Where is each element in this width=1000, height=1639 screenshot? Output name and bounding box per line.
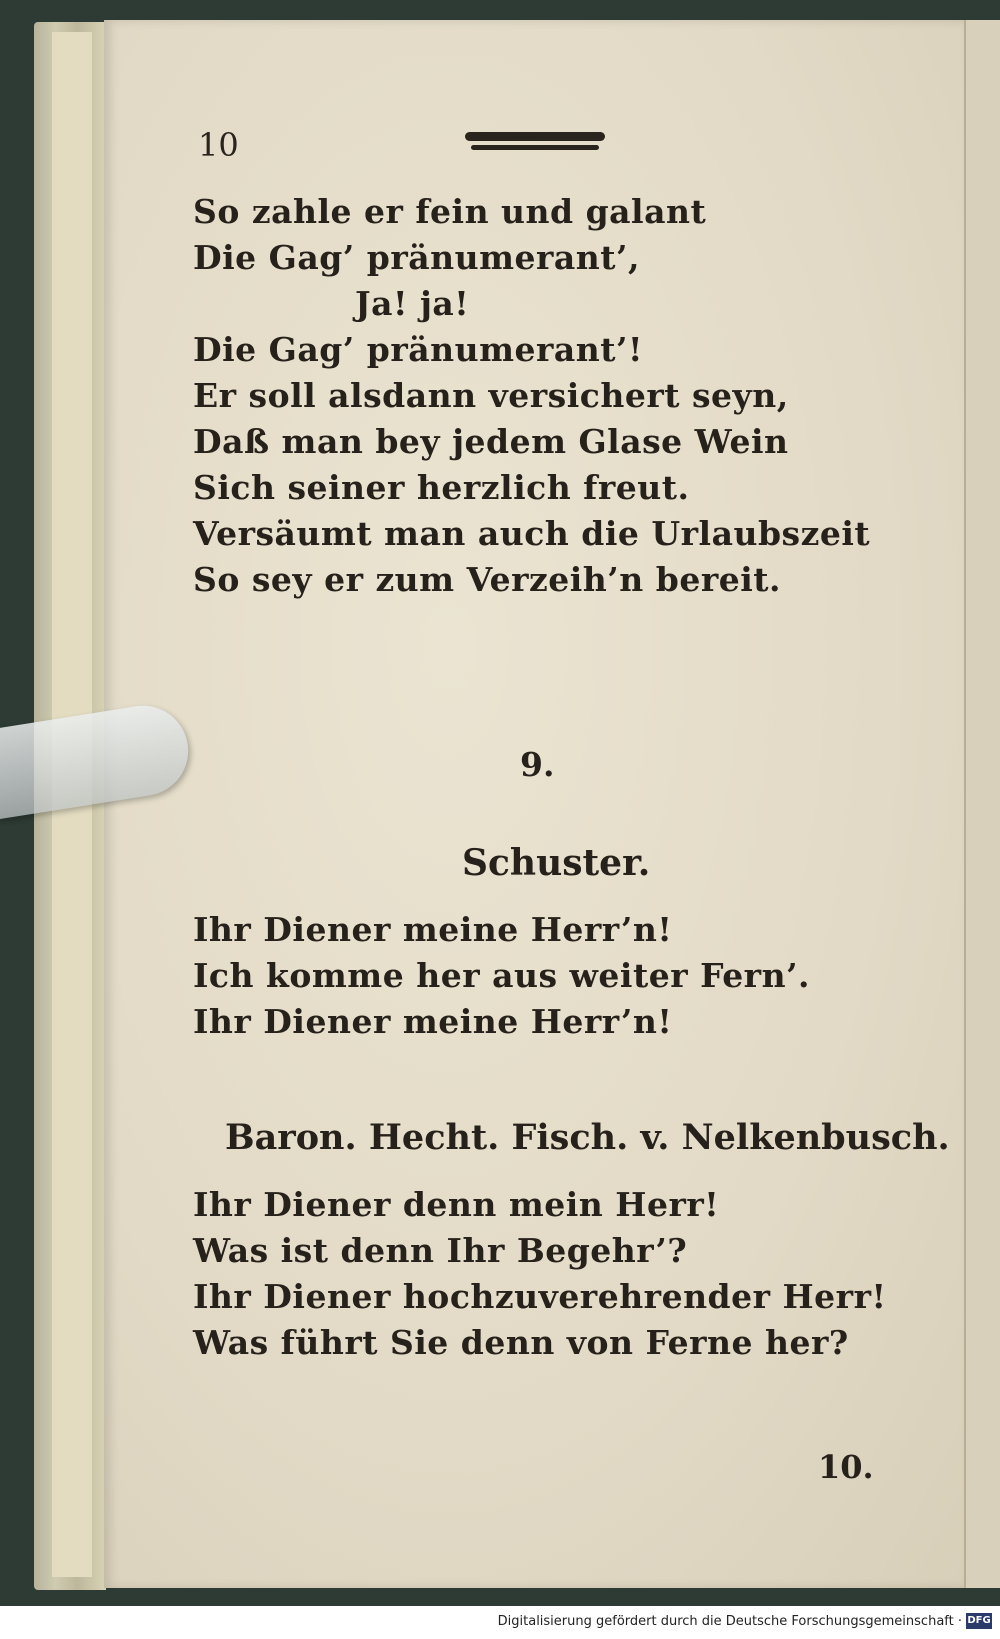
verse-line: So sey er zum Verzeih’n bereit.	[193, 560, 781, 599]
verse-line: Ihr Diener meine Herr’n!	[193, 910, 673, 949]
verse-line: Daß man bey jedem Glase Wein	[193, 422, 789, 461]
catchword: 10.	[818, 1448, 874, 1486]
section-number: 9.	[520, 745, 555, 784]
verse-line: So zahle er fein und galant	[193, 192, 707, 231]
verse-line: Die Gag’ pränumerant’!	[193, 330, 643, 369]
dfg-logo-icon: DFG	[966, 1613, 992, 1629]
verse-line: Ich komme her aus weiter Fern’.	[193, 956, 811, 995]
verse-line: Sich seiner herzlich freut.	[193, 468, 690, 507]
rule-bar-thick	[465, 132, 605, 141]
verse-line: Was führt Sie denn von Ferne her?	[193, 1323, 849, 1362]
verse-line: Die Gag’ pränumerant’,	[193, 238, 640, 277]
page-number: 10	[198, 126, 239, 164]
verse-line: Ihr Diener meine Herr’n!	[193, 1002, 673, 1041]
facing-page-edge	[964, 20, 1000, 1588]
verse-line: Ihr Diener denn mein Herr!	[193, 1185, 720, 1224]
ornament-rule	[465, 132, 605, 154]
rule-bar-thin	[471, 145, 599, 150]
verse-line: Versäumt man auch die Urlaubszeit	[193, 514, 871, 553]
verse-line: Was ist denn Ihr Begehr’?	[193, 1231, 688, 1270]
speaker-list: Baron. Hecht. Fisch. v. Nelkenbusch.	[225, 1117, 950, 1158]
verse-line: Er soll alsdann versichert seyn,	[193, 376, 789, 415]
verse-line: Ja! ja!	[355, 284, 470, 323]
verse-line: Ihr Diener hochzuverehrender Herr!	[193, 1277, 887, 1316]
funding-note: Digitalisierung gefördert durch die Deutsche Forschungsgemeinschaft ·	[497, 1614, 962, 1629]
section-title: Schuster.	[462, 842, 651, 884]
footer-bar	[0, 1606, 1000, 1639]
